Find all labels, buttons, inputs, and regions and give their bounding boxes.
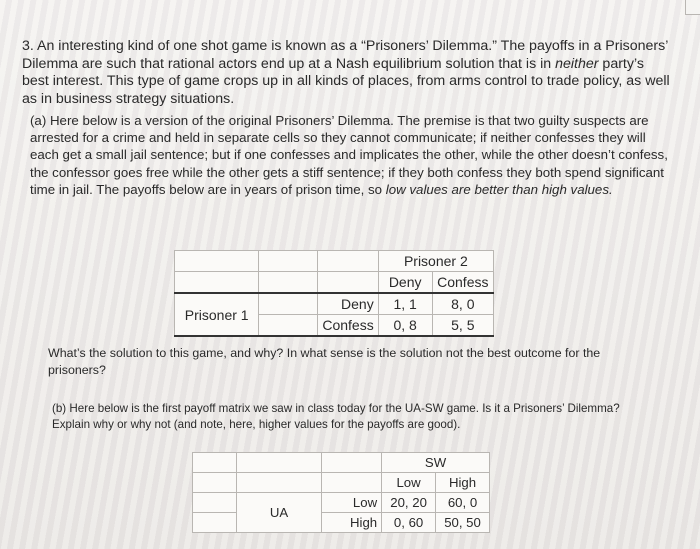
payoff-matrix-a	[174, 250, 494, 337]
matrix-a-blank	[318, 251, 378, 272]
matrix-b-cell: 0, 60	[382, 513, 436, 533]
intro-text: 3. An interesting kind of one shot game is known as a “Prisoners’ Dilemma.” The payoffs in a Prisoners’ Dilemma are such that rational actors end up at a Nash equilibrium solution that is in	[22, 38, 668, 72]
part-b-question: (b) Here below is the first payoff matrix we saw in class today for the UA-SW game. Is it a Prisoners’ Dilemma? Explain why or why not (and note, here, higher values for the payoffs are good).	[52, 402, 620, 431]
matrix-a-blank	[318, 272, 378, 294]
matrix-b-row-strategy: High	[322, 513, 382, 533]
payoff-matrix-b	[192, 452, 490, 533]
matrix-a-cell: 5, 5	[432, 315, 493, 337]
matrix-b-cell: 50, 50	[436, 513, 490, 533]
matrix-b-blank	[193, 513, 237, 533]
matrix-a-blank	[175, 272, 259, 294]
matrix-b-blank	[236, 473, 322, 493]
matrix-b-blank	[193, 493, 237, 513]
part-a-question: What’s the solution to this game, and why? In what sense is the solution not the best outcome for the prisoners?	[48, 346, 601, 377]
matrix-a-blank	[259, 251, 318, 272]
part-a-text: (a) Here below is a version of the original Prisoners’ Dilemma. The premise is that two guilty suspects are arrested for a crime and held in separate cells so they cannot communicate; if neither confesses they will each get a small jail sentence; but if one confesses and implicates the other, while the other doesn’t confess, the confessor goes free while the other gets a stiff sentence; if they both confess they both spend significant time in jail. The payoffs below are in years of prison time, so	[30, 113, 668, 197]
matrix-b-col-strategy: High	[436, 473, 490, 493]
matrix-b-row-player: UA	[236, 493, 322, 533]
matrix-b-blank	[322, 453, 382, 473]
matrix-a-blank	[259, 315, 318, 337]
matrix-a-cell: 1, 1	[378, 293, 432, 315]
matrix-a-cell: 8, 0	[432, 293, 493, 315]
matrix-a-col-strategy: Deny	[378, 272, 432, 294]
matrix-b-row-strategy: Low	[322, 493, 382, 513]
matrix-b-blank	[193, 453, 237, 473]
matrix-a-row-strategy: Deny	[318, 293, 378, 315]
matrix-b-blank	[193, 473, 237, 493]
matrix-a-col-player: Prisoner 2	[378, 251, 493, 272]
part-a-italic-text: low values are better than high values.	[385, 181, 613, 197]
matrix-a-row-player: Prisoner 1	[175, 293, 259, 336]
matrix-a-blank	[259, 293, 318, 315]
matrix-b-blank	[322, 473, 382, 493]
matrix-b-blank	[236, 453, 322, 473]
intro-tail-text: party’s best interest. This type of game crops up in all kinds of places, from arms control to trade policy, as well as in business strategy situations.	[22, 55, 670, 107]
part-a-premise	[30, 112, 670, 198]
matrix-b-cell: 20, 20	[382, 493, 436, 513]
matrix-a-row-strategy: Confess	[318, 315, 378, 337]
matrix-b-cell: 60, 0	[436, 493, 490, 513]
matrix-b-col-player: SW	[382, 453, 490, 473]
matrix-a-blank	[259, 272, 318, 294]
matrix-a-cell: 0, 8	[378, 315, 432, 337]
intro-italic-text: neither	[555, 55, 599, 72]
matrix-a-blank	[175, 251, 259, 272]
question-intro	[22, 38, 672, 108]
page-corner-cell	[685, 0, 700, 15]
matrix-b-col-strategy: Low	[382, 473, 436, 493]
matrix-a-col-strategy: Confess	[432, 272, 493, 294]
